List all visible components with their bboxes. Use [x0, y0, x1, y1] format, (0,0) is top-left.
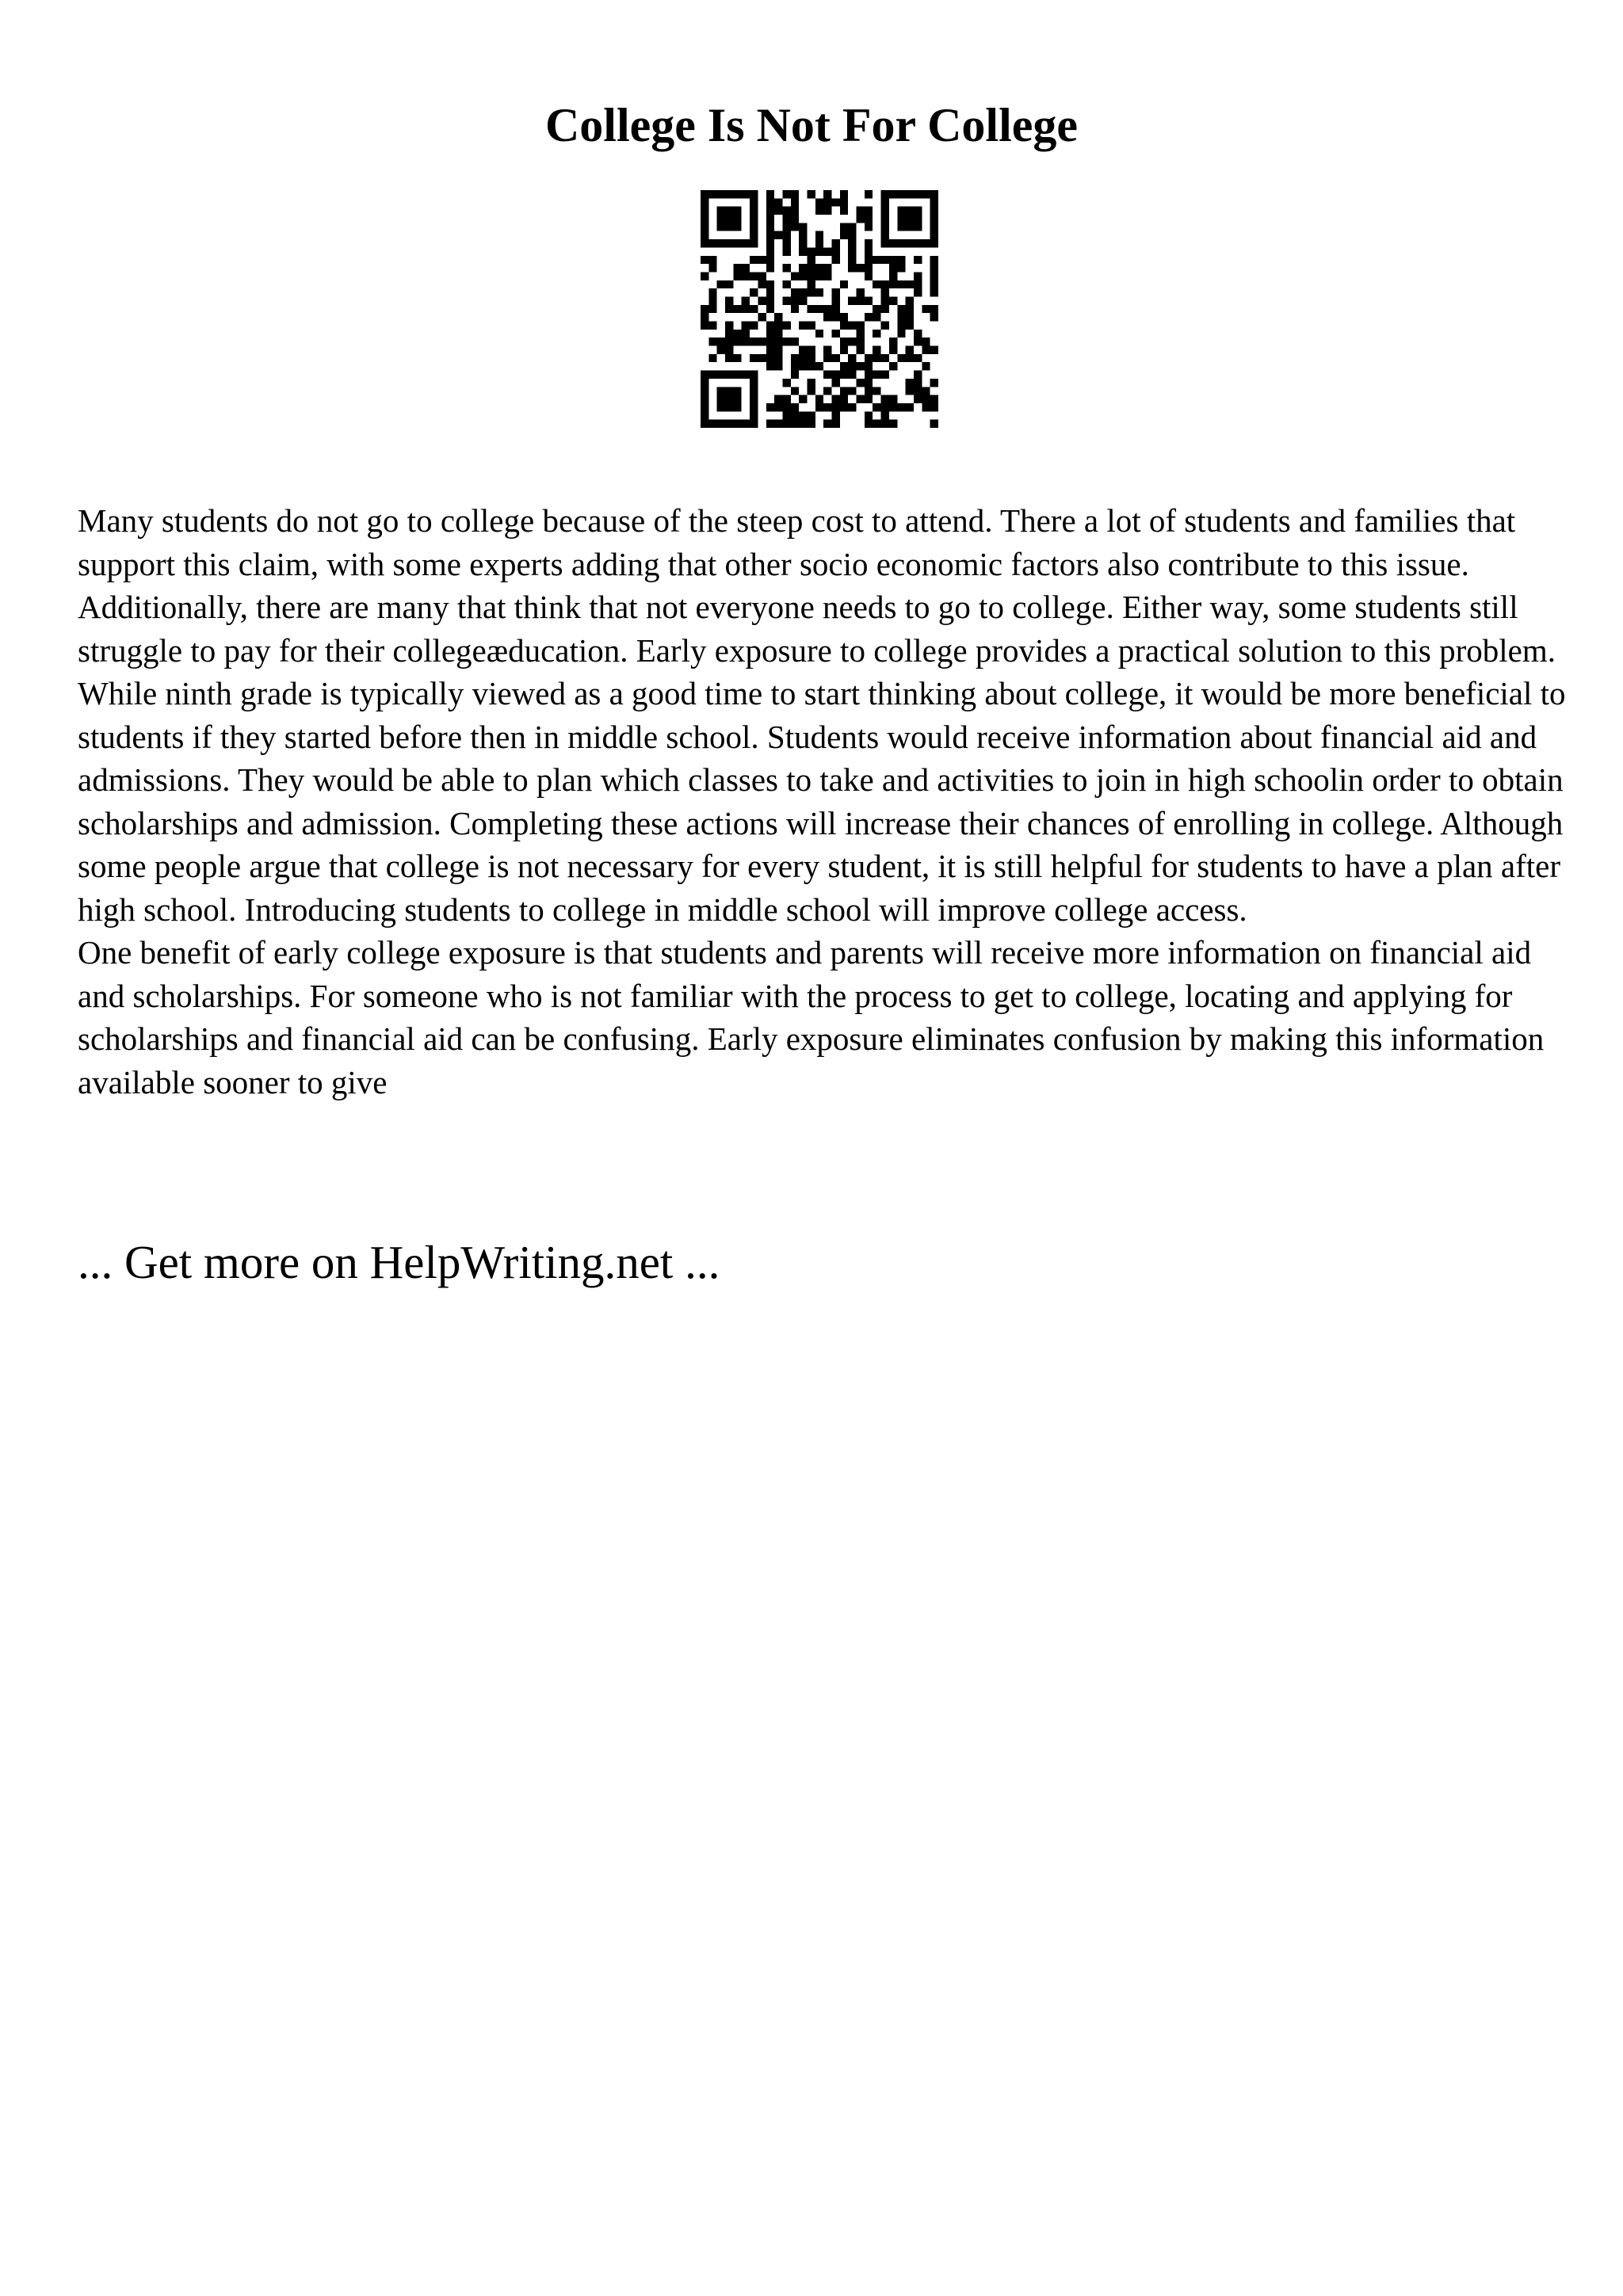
- essay-paragraph: One benefit of early college exposure is that students and parents will receive more information on financial aid and scholarships. For someone who is not familiar with the process to get to college, locating and applying for scholarships and financial aid can be confusing. Early exposure eliminates confusion by making this information available sooner to give: [78, 934, 1545, 1100]
- qr-code-icon[interactable]: [701, 190, 938, 428]
- get-more-link[interactable]: ... Get more on HelpWriting.net ...: [78, 1236, 720, 1288]
- essay-paragraph: Many students do not go to college because of the steep cost to attend. There a lot of students and families that support this claim, with some experts adding that other socio economic factors also contribute to this issue. Additionally, there are many that think that not everyone needs to go to college. Either way, some students still struggle to pay for their collegeæducation. Early exposure to college provides a practical solution to this problem. While ninth grade is typically viewed as a good time to start thinking about college, it would be more beneficial to students if they started before then in middle school. Students would receive information about financial aid and admissions. They would be able to plan which classes to take and activities to join in high schoolin order to obtain scholarships and admission. Completing these actions will increase their chances of enrolling in college. Although some people argue that college is not necessary for every student, it is still helpful for students to have a plan after high school. Introducing students to college in middle school will improve college access.: [78, 502, 1566, 928]
- essay-body: [78, 499, 1568, 1104]
- page-title: College Is Not For College: [544, 99, 1079, 151]
